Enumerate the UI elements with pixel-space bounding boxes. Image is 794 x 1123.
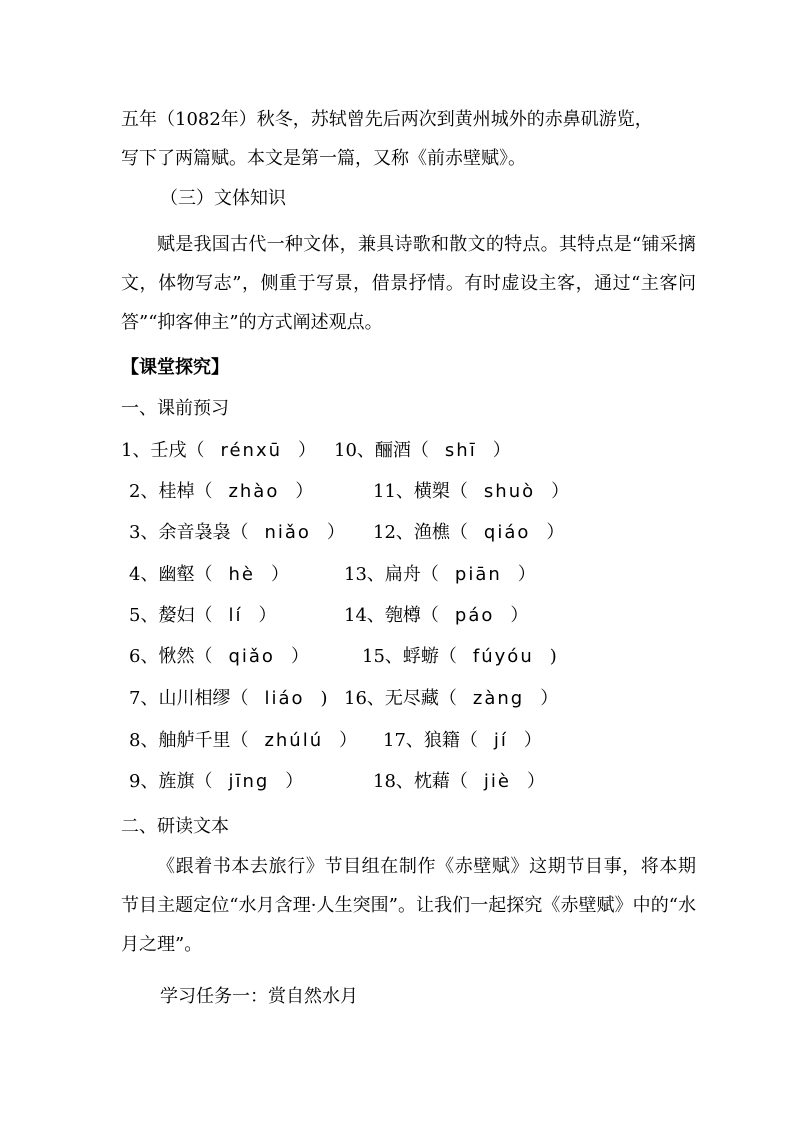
vocab-pinyin: shuò [483,481,536,502]
vocab-paren-close: ） [339,730,358,751]
vocab-pinyin: zàng [472,688,525,709]
vocab-number: 8、 [129,730,159,751]
vocab-pinyin: liáo [264,688,305,709]
vocab-paren-close: ） [551,481,570,502]
vocab-paren-close: ） [285,771,304,792]
vocab-paren-open: （ [194,481,213,502]
vocab-paren-open: （ [438,646,457,667]
vocab-paren-close: ） [540,688,559,709]
vocab-number: 18、 [373,771,414,792]
vocab-pinyin: qiǎo [228,646,275,667]
vocab-number: 14、 [344,605,385,626]
study-paragraph: 《跟着书本去旅行》节目组在制作《赤壁赋》这期节目事，将本期节目主题定位“水月含理·人生突围”。让我们一起探究《赤壁赋》中的“水月之理”。 [121,856,696,955]
vocab-word: 酾酒 [374,440,411,461]
vocab-paren-close: ） [526,771,545,792]
intro-line-2: 写下了两篇赋。本文是第一篇，又称《前赤壁赋》。 [121,148,526,169]
vocab-paren-close: ） [298,440,317,461]
vocab-pinyin: fúyóu [472,646,534,667]
vocab-paren-open: （ [230,730,249,751]
vocab-word: 桂棹 [158,481,195,502]
vocab-paren-close: ） [290,646,309,667]
vocab-number: 13、 [344,564,385,585]
vocab-paren-open: （ [194,564,213,585]
vocab-word: 蜉蝣 [402,646,439,667]
vocab-item [373,521,564,545]
vocab-word: 渔樵 [413,522,450,543]
vocab-paren-open: （ [194,646,213,667]
vocab-pinyin: lí [228,605,243,626]
vocab-paren-open: （ [449,522,468,543]
vocab-pinyin: jí [493,730,508,751]
vocab-paren-open: （ [194,605,213,626]
vocab-item [334,439,511,463]
vocab-pinyin: jīng [228,771,270,792]
vocab-number: 15、 [362,646,403,667]
vocab-paren-open: （ [230,688,249,709]
vocab-paren-close: ） [510,605,529,626]
vocab-word: 壬戌 [150,440,187,461]
vocab-paren-open: （ [438,688,457,709]
vocab-pinyin: zhúlú [264,730,324,751]
vocab-number: 6、 [129,646,159,667]
vocab-paren-close: ) [320,688,328,709]
vocab-item [344,563,536,587]
vocab-item [129,521,345,545]
vocab-word: 匏樽 [384,605,421,626]
class-exploration-heading: 【课堂探究】 [121,357,229,378]
vocab-number: 11、 [373,481,414,502]
vocab-item [129,563,289,587]
vocab-number: 17、 [383,730,424,751]
study-heading: 二、研读文本 [121,816,229,837]
vocab-paren-open: （ [420,564,439,585]
vocab-paren-open: （ [186,440,205,461]
vocab-item [373,770,545,794]
task-1-heading: 学习任务一：赏自然水月 [160,986,358,1007]
vocab-word: 余音袅袅 [158,522,231,543]
vocab-item [129,687,328,711]
vocab-item [129,729,357,753]
vocab-word: 无尽藏 [384,688,439,709]
vocab-word: 枕藉 [413,771,450,792]
vocab-word: 愀然 [158,646,195,667]
vocab-number: 2、 [129,481,159,502]
vocab-item [129,480,313,504]
vocab-item [344,604,528,628]
vocab-number: 4、 [129,564,159,585]
vocab-word: 横槊 [413,481,450,502]
vocab-paren-close: ） [326,522,345,543]
section-heading-genre: （三）文体知识 [160,188,286,209]
vocab-paren-open: （ [194,771,213,792]
vocab-word: 扁舟 [384,564,421,585]
vocab-paren-close: ） [295,481,314,502]
vocab-number: 7、 [129,688,159,709]
vocab-number: 10、 [334,440,375,461]
vocab-pinyin: rénxū [220,440,283,461]
vocab-pinyin: jiè [483,771,511,792]
genre-paragraph: 赋是我国古代一种文体，兼具诗歌和散文的特点。其特点是“铺采摛文，体物写志”，侧重于写景，借景抒情。有时虚设主客，通过“主客问答”“抑客伸主”的方式阐述观点。 [121,234,696,333]
vocab-item [362,645,557,669]
vocab-paren-open: （ [230,522,249,543]
vocab-number: 1、 [121,440,151,461]
vocab-paren-close: ） [258,605,277,626]
vocab-pinyin: qiáo [483,522,531,543]
vocab-paren-close: ） [546,522,565,543]
vocab-item [129,770,303,794]
vocab-word: 狼籍 [423,730,460,751]
vocab-item [373,480,569,504]
vocab-word: 旌旗 [158,771,195,792]
vocab-item [129,645,309,669]
vocab-paren-open: （ [420,605,439,626]
vocab-item [121,439,316,463]
vocab-pinyin: hè [228,564,255,585]
vocab-number: 12、 [373,522,414,543]
vocab-number: 9、 [129,771,159,792]
vocab-paren-close: ） [270,564,289,585]
vocab-word: 嫠妇 [158,605,195,626]
vocab-word: 舳舻千里 [158,730,231,751]
vocab-number: 5、 [129,605,159,626]
vocab-word: 幽壑 [158,564,195,585]
vocab-pinyin: shī [444,440,477,461]
vocab-paren-open: （ [449,481,468,502]
vocab-item [344,687,558,711]
vocab-number: 3、 [129,522,159,543]
vocab-pinyin: piān [454,564,502,585]
vocab-pinyin: zhào [228,481,280,502]
vocab-word: 山川相缪 [158,688,231,709]
vocab-item [129,604,276,628]
vocab-paren-close: ） [517,564,536,585]
intro-line-1: 五年（1082年）秋冬，苏轼曾先后两次到黄州城外的赤鼻矶游览， [121,109,653,130]
vocab-paren-open: （ [449,771,468,792]
preview-heading: 一、课前预习 [121,398,229,419]
vocab-pinyin: niǎo [264,522,311,543]
vocab-paren-open: （ [410,440,429,461]
vocab-number: 16、 [344,688,385,709]
vocab-paren-close: ） [492,440,511,461]
vocab-pinyin: páo [454,605,495,626]
vocab-paren-open: （ [459,730,478,751]
vocab-paren-close: ) [549,646,557,667]
vocab-item [383,729,542,753]
vocab-paren-close: ） [523,730,542,751]
